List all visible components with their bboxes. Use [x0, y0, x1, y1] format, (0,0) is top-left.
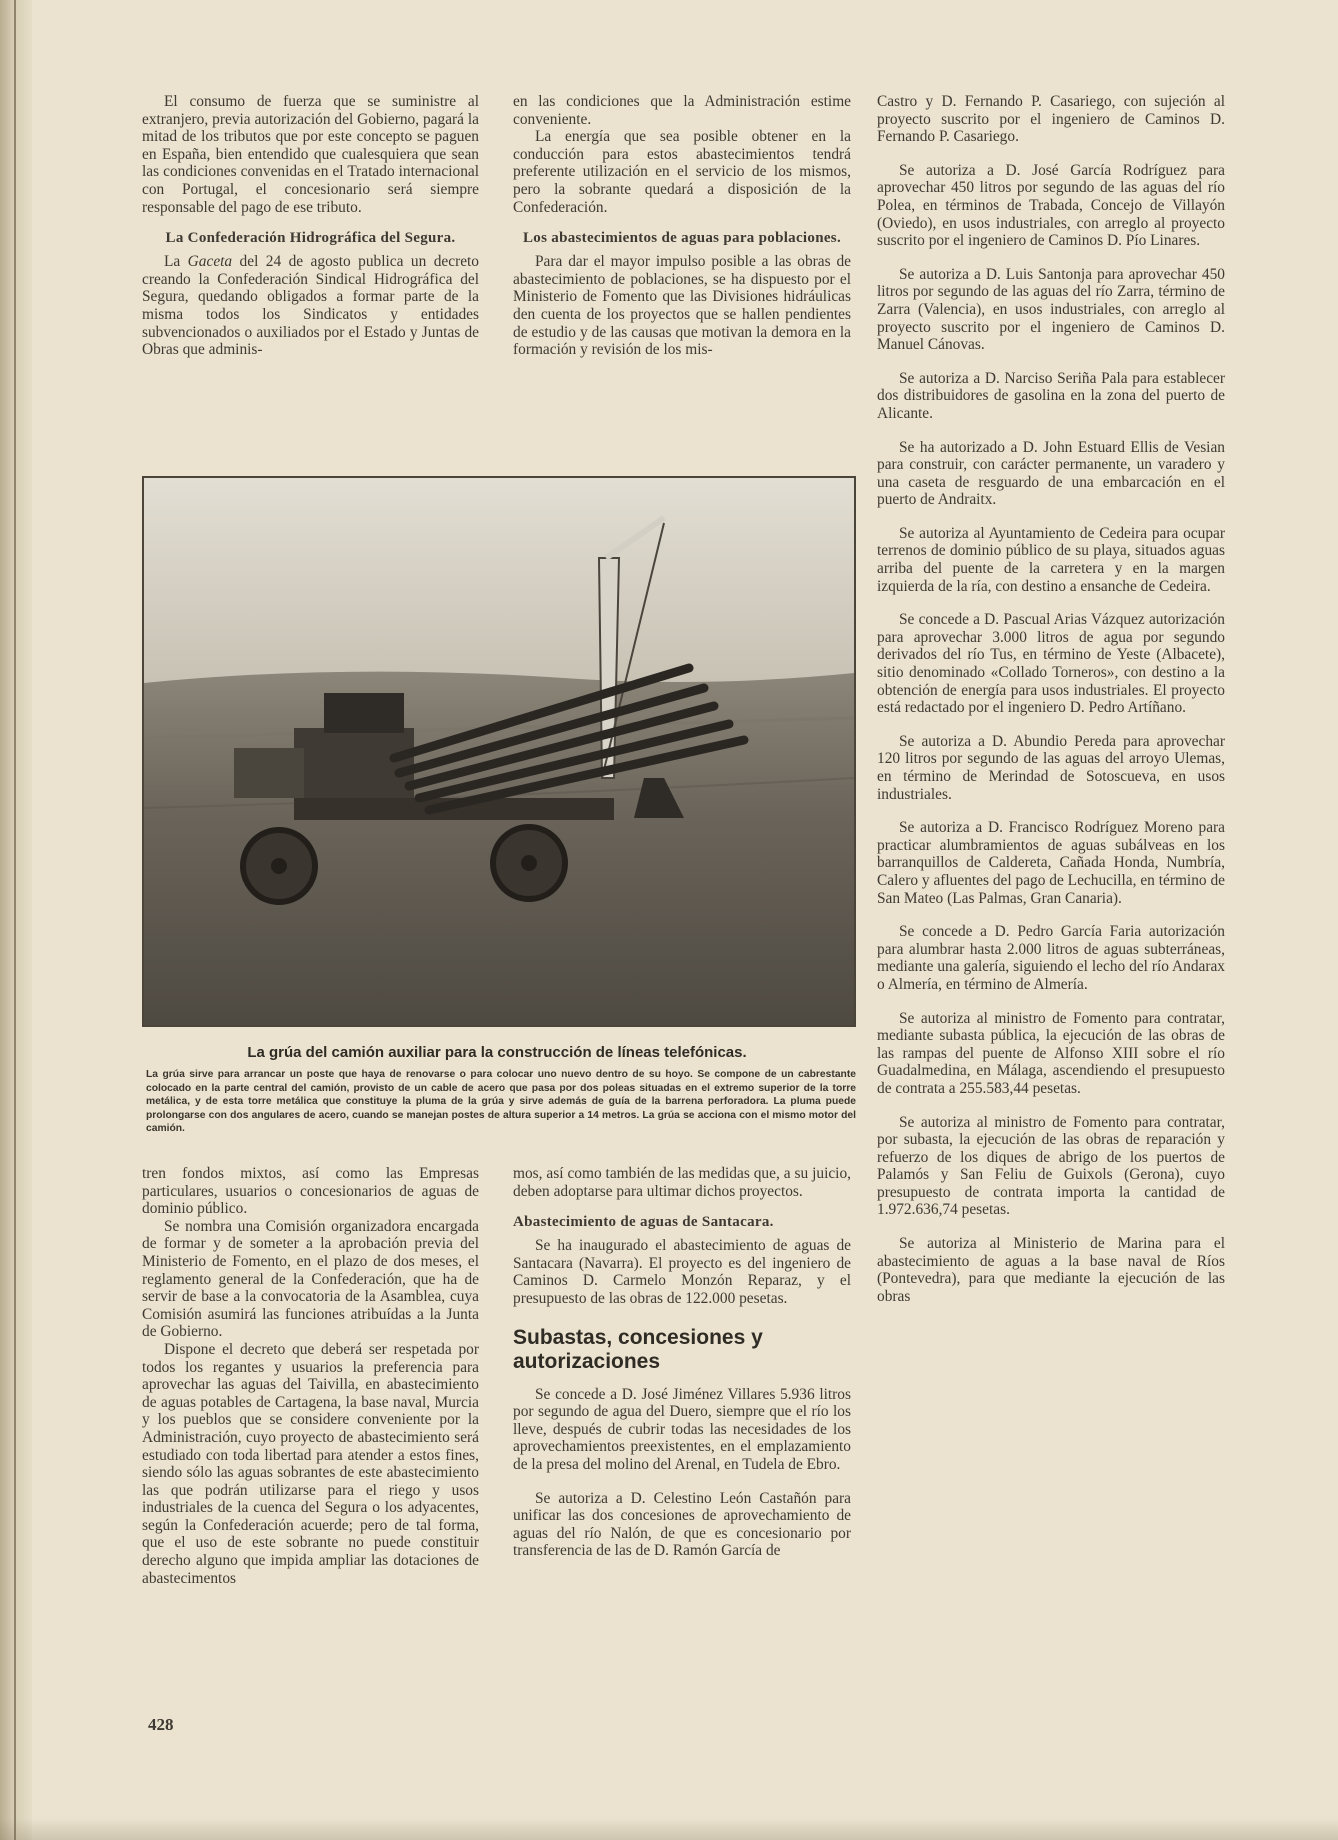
paragraph: Se autoriza al Ayuntamiento de Cedeira para ocupar terrenos de dominio público de su playa, situados aguas arriba del puente de la carretera y en la margen izquierda de la ría, con destino a ensanche de Cedeira.	[877, 524, 1225, 595]
section-heading: Abastecimiento de aguas de Santacara.	[513, 1214, 774, 1231]
photo-caption-text: La grúa sirve para arrancar un poste que haya de renovarse o para colocar uno nuevo dentro de su hoyo. Se compone de un cabrestante colocado en la parte central del camión, provisto de un cable de acero que pasa por dos poleas situadas en el extremo superior de la torre metálica, y de esta torre metálica que constituye la pluma de la grúa y sirve además de guía de la barrena perforadora. La pluma puede prolongarse con dos angulares de acero, cuando se manejan postes de altura superior a 14 metros. La grúa se acciona con el mismo motor del camión.	[146, 1069, 856, 1134]
paragraph: mos, así como también de las medidas que, a su juicio, deben adoptarse para ultimar dichos proyectos.	[513, 1165, 851, 1200]
page-number: 428	[148, 1715, 174, 1734]
paragraph: La Gaceta del 24 de agosto publica un decreto creando la Confederación Sindical Hidrográfica del Segura, quedando obligados a formar parte de la misma todos los Sindicatos y entidades subvencionados o auxiliados por el Estado y Juntas de Obras que adminis-	[142, 253, 479, 359]
photo-illustration	[144, 478, 854, 1025]
paragraph: Se autoriza a D. Luis Santonja para aprovechar 450 litros por segundo de las aguas del río Zarra, término de Zarra (Valencia), en usos industriales, con arreglo al proyecto suscrito por el ingeniero de Caminos D. Manuel Cánovas.	[877, 265, 1225, 354]
paragraph: Se autoriza al ministro de Fomento para contratar, por subasta, la ejecución de las obras de reparación y refuerzo de los diques de abrigo de los puertos de Palamós y San Feliu de Guixols (Gerona), cuyo presupuesto de contrata importa la cantidad de 1.972.636,74 pesetas.	[877, 1113, 1225, 1219]
paragraph: Se autoriza a D. José García Rodríguez para aprovechar 450 litros por segundo de las aguas del río Polea, en términos de Trabada, Concejo de Villayón (Oviedo), en usos industriales, con arreglo al proyecto suscrito por el ingeniero de Caminos D. Pío Linares.	[877, 161, 1225, 250]
photo-caption-title: La grúa del camión auxiliar para la construcción de líneas telefónicas.	[247, 1044, 747, 1061]
paragraph: Se ha autorizado a D. John Estuard Ellis de Vesian para construir, con carácter permanente, un varadero y una caseta de resguardo de una embarcación en el puerto de Andraitx.	[877, 438, 1225, 509]
paragraph: Se autoriza al ministro de Fomento para contratar, mediante subasta pública, la ejecución de las obras de las rampas del puente de Alfonso XIII sobre el río Guadalmedina, en Málaga, ascendiendo el presupuesto de contrata a 255.583,44 pesetas.	[877, 1009, 1225, 1097]
section-heading: La Confederación Hidrográfica del Segura.	[165, 230, 456, 247]
paragraph: Se autoriza a D. Abundio Pereda para aprovechar 120 litros por segundo de las aguas del arroyo Ulemas, en término de Merindad de Sotoscueva, en usos industriales.	[877, 732, 1225, 803]
paragraph: El consumo de fuerza que se suministre al extranjero, previa autorización del Gobierno, pagará la mitad de los tributos que por este concepto se paguen en España, bien entendido que cualesquiera que sean las condiciones convenidas en el Tratado internacional con Portugal, el concesionario será siempre responsable del pago de ese tributo.	[142, 93, 479, 216]
section-heading: Los abastecimientos de aguas para poblaciones.	[523, 230, 841, 247]
paragraph: Se concede a D. Pedro García Faria autorización para alumbrar hasta 2.000 litros de aguas subterráneas, mediante una galería, siguiendo el lecho del río Andarax o Almería, en término de Almería.	[877, 923, 1225, 993]
column-2-bottom	[513, 1165, 851, 1560]
paragraph: Se concede a D. José Jiménez Villares 5.936 litros por segundo de agua del Duero, siempre que el río los lleve, después de cubrir todas las necesidades de los aprovechamientos preexistentes, en el emplazamiento de la presa del molino del Arenal, en Tudela de Ebro.	[513, 1385, 851, 1473]
column-3	[877, 93, 1225, 1305]
paragraph: tren fondos mixtos, así como las Empresas particulares, usuarios o concesionarios de aguas de dominio público.	[142, 1165, 479, 1218]
gaceta-italic: Gaceta	[187, 253, 233, 271]
binding-line	[14, 0, 16, 1840]
paragraph: Se nombra una Comisión organizadora encargada de formar y de someter a la aprobación previa del Ministerio de Fomento, en el plazo de dos meses, el reglamento general de la Confederación, que ha de servir de base a la convocatoria de la Asamblea, cuya Comisión asumirá las funciones atribuídas a la Junta de Gobierno.	[142, 1217, 479, 1341]
column-1-top	[142, 93, 479, 359]
paragraph: Se autoriza a D. Celestino León Castañón para unificar las dos concesiones de aprovechamiento de aguas del río Nalón, de que es concesionario por transferencia de las de D. Ramón García de	[513, 1489, 851, 1560]
page-binding-edge	[0, 0, 32, 1840]
column-2-top	[513, 93, 851, 359]
bottom-shadow	[0, 1818, 1338, 1840]
crane-truck-photo	[142, 476, 856, 1027]
paragraph: Se autoriza a D. Francisco Rodríguez Moreno para practicar alumbramientos de aguas subálveas en los barranquillos de Caldereta, Cañada Hondа, Numbría, Calero y afluentes del pago de Lechucilla, en término de San Mateo (Las Palmas, Gran Canaria).	[877, 819, 1225, 907]
paragraph: Se autoriza a D. Narciso Seriña Pala para establecer dos distribuidores de gasolina en la zona del puerto de Alicante.	[877, 369, 1225, 422]
paragraph: en las condiciones que la Administración estime conveniente.	[513, 93, 851, 128]
paragraph: Para dar el mayor impulso posible a las obras de abastecimiento de poblaciones, se ha dispuesto por el Ministerio de Fomento que las Divisiones hidráulicas den cuenta de los proyectos que se hallen pendientes de estudio y de las causas que motivan la demora en la formación y revisión de los mis-	[513, 253, 851, 359]
paragraph: Se autoriza al Ministerio de Marina para el abastecimiento de aguas a la base naval de Ríos (Pontevedra), para que mediante la ejecución de las obras	[877, 1235, 1225, 1305]
column-1-bottom	[142, 1165, 479, 1587]
paragraph: Castro y D. Fernando P. Casariego, con sujeción al proyecto suscrito por el ingeniero de Caminos D. Fernando P. Casariego.	[877, 93, 1225, 146]
paragraph: Dispone el decreto que deberá ser respetada por todos los regantes y usuarios la preferencia para aprovechar las aguas del Taivilla, en abastecimiento de aguas potables de Cartagena, la base naval, Murcia y los pueblos que se considere conveniente por la Administración, cuyo proyecto de abastecimiento será estudiado con toda libertad para atender a estos fines, siendo sólo las aguas sobrantes de este abastecimiento las que podrán utilizarse para el riego y usos industriales de la cuenca del Segura o los adyacentes, según la Confederación acuerde; pero de tal forma, que el uso de este sobrante no puede constituir derecho alguno que impida ampliar las dotaciones de abastecimentos	[142, 1340, 479, 1587]
paragraph: Se concede a D. Pascual Arias Vázquez autorización para aprovechar 3.000 litros de agua por segundo derivados del río Tus, en término de Yeste (Albacete), sitio denominado «Collado Torneros», con destino a la obtención de energía para usos industriales. El proyecto está redactado por el ingeniero D. Pedro Artíñano.	[877, 611, 1225, 717]
paragraph: Se ha inaugurado el abastecimiento de aguas de Santacara (Navarra). El proyecto es del ingeniero de Caminos D. Carmelo Monzón Reparaz, y el presupuesto de las obras de 122.000 pesetas.	[513, 1237, 851, 1307]
paragraph: La energía que sea posible obtener en la conducción para estos abastecimientos tendrá preferente utilización en el servicio de los mismos, pero la sobrante quedará a disposición de la Confederación.	[513, 128, 851, 216]
section-title-subastas: Subastas, concesiones y autorizaciones	[513, 1325, 763, 1373]
